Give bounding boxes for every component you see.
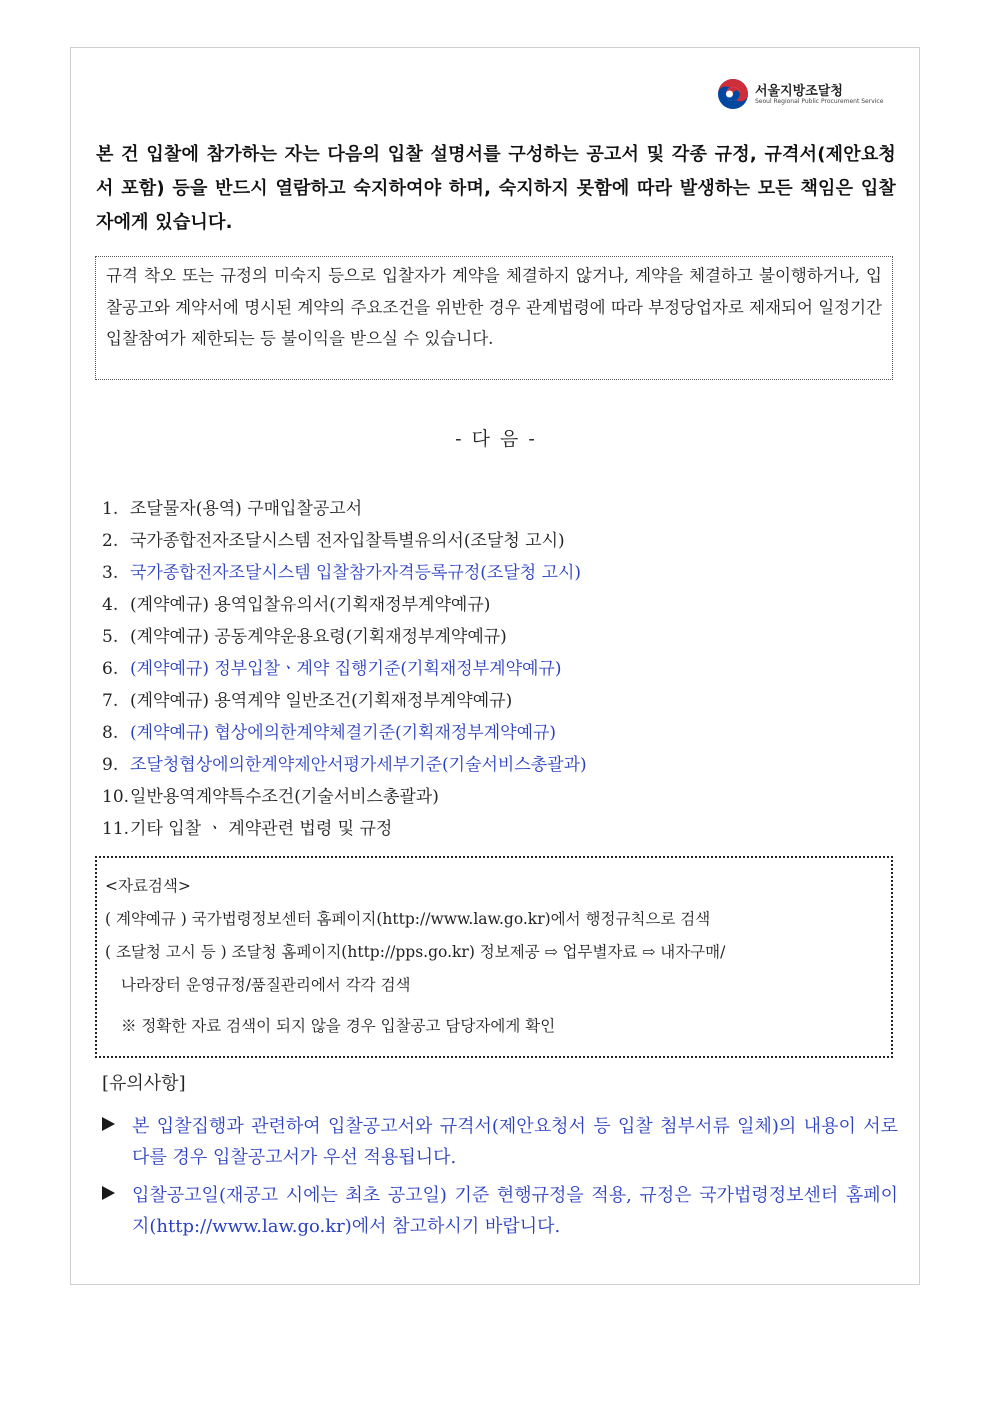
pps-logo	[717, 78, 897, 112]
list-item-text: (계약예규) 용역입찰유의서(기획재정부계약예규)	[130, 595, 491, 615]
list-item-number: 11.	[102, 819, 130, 839]
list-item-text: 국가종합전자조달시스템 입찰참가자격등록규정(조달청 고시)	[130, 563, 582, 583]
search-guide-line: ( 조달청 고시 등 ) 조달청 홈페이지(http://pps.go.kr) 정보제공 ⇨ 업무별자료 ⇨ 내자구매/	[105, 943, 726, 961]
list-item	[102, 589, 902, 621]
list-item	[102, 813, 902, 845]
triangle-bullet-icon	[102, 1186, 115, 1200]
list-item-number: 2.	[102, 531, 119, 551]
list-item	[102, 653, 902, 685]
list-item	[102, 749, 902, 781]
section-heading: - 다 음 -	[455, 428, 537, 450]
document-list	[102, 493, 902, 845]
list-item-number: 4.	[102, 595, 119, 615]
list-item-number: 6.	[102, 659, 119, 679]
list-item-number: 9.	[102, 755, 119, 775]
list-item-text: (계약예규) 협상에의한계약체결기준(기획재정부계약예규)	[130, 723, 557, 743]
list-item-text: (계약예규) 정부입찰ㆍ계약 집행기준(기획재정부계약예규)	[130, 659, 562, 679]
search-guide-line: ( 계약예규 ) 국가법령정보센터 홈페이지(http://www.law.go.kr)에서 행정규칙으로 검색	[105, 910, 711, 928]
list-item-number: 3.	[102, 563, 119, 583]
logo-name-english: Seoul Regional Public Procurement Service	[755, 98, 884, 105]
search-guide-title: <자료검색>	[105, 877, 191, 895]
list-item-number: 10.	[102, 787, 130, 807]
list-item-text: 조달물자(용역) 구매입찰공고서	[130, 499, 363, 519]
intro-statement: 본 건 입찰에 참가하는 자는 다음의 입찰 설명서를 구성하는 공고서 및 각종 규정, 규격서(제안요청서 포함) 등을 반드시 열람하고 숙지하여야 하며, 숙지하지 못함에 따라 발생하는 모든 책임은 입찰자에게 있습니다.	[96, 144, 896, 233]
list-item	[102, 525, 902, 557]
list-item-number: 8.	[102, 723, 119, 743]
list-item-number: 7.	[102, 691, 119, 711]
triangle-bullet-icon	[102, 1117, 115, 1131]
notice-title: [유의사항]	[102, 1073, 186, 1094]
list-item	[102, 493, 902, 525]
list-item-number: 1.	[102, 499, 119, 519]
list-item-text: 조달청협상에의한계약제안서평가세부기준(기술서비스총괄과)	[130, 755, 587, 775]
list-item-text: (계약예규) 용역계약 일반조건(기획재정부계약예규)	[130, 691, 513, 711]
notice-item-text: 본 입찰집행과 관련하여 입찰공고서와 규격서(제안요청서 등 입찰 첨부서류 일체)의 내용이 서로 다를 경우 입찰공고서가 우선 적용됩니다.	[132, 1116, 898, 1168]
list-item-text: 국가종합전자조달시스템 전자입찰특별유의서(조달청 고시)	[130, 531, 565, 551]
search-guide-box	[95, 856, 893, 1058]
list-item	[102, 685, 902, 717]
list-item	[102, 781, 902, 813]
list-item-number: 5.	[102, 627, 119, 647]
warning-box: 규격 착오 또는 규정의 미숙지 등으로 입찰자가 계약을 체결하지 않거나, 계약을 체결하고 불이행하거나, 입찰공고와 계약서에 명시된 계약의 주요조건을 위반한 경우 관계법령에 따라 부정당업자로 제재되어 일정기간 입찰참여가 제한되는 등 불이익을 받으실 수 있습니다.	[95, 256, 893, 380]
notice-item	[102, 1180, 898, 1242]
list-item-text: 일반용역계약특수조건(기술서비스총괄과)	[130, 787, 439, 807]
logo-name-korean: 서울지방조달청	[755, 84, 843, 99]
search-guide-line: 나라장터 운영규정/품질관리에서 각각 검색	[121, 976, 411, 994]
list-item	[102, 557, 902, 589]
list-item	[102, 717, 902, 749]
list-item	[102, 621, 902, 653]
list-item-text: 기타 입찰 ㆍ 계약관련 법령 및 규정	[130, 819, 393, 839]
list-item-text: (계약예규) 공동계약운용요령(기획재정부계약예규)	[130, 627, 507, 647]
notice-item-text: 입찰공고일(재공고 시에는 최초 공고일) 기준 현행규정을 적용, 규정은 국가법령정보센터 홈페이지(http://www.law.go.kr)에서 참고하시기 바랍니다.	[132, 1185, 898, 1237]
search-guide-note: ※ 정확한 자료 검색이 되지 않을 경우 입찰공고 담당자에게 확인	[121, 1017, 556, 1035]
notice-item	[102, 1111, 898, 1173]
taegeuk-logo-icon	[717, 78, 749, 110]
